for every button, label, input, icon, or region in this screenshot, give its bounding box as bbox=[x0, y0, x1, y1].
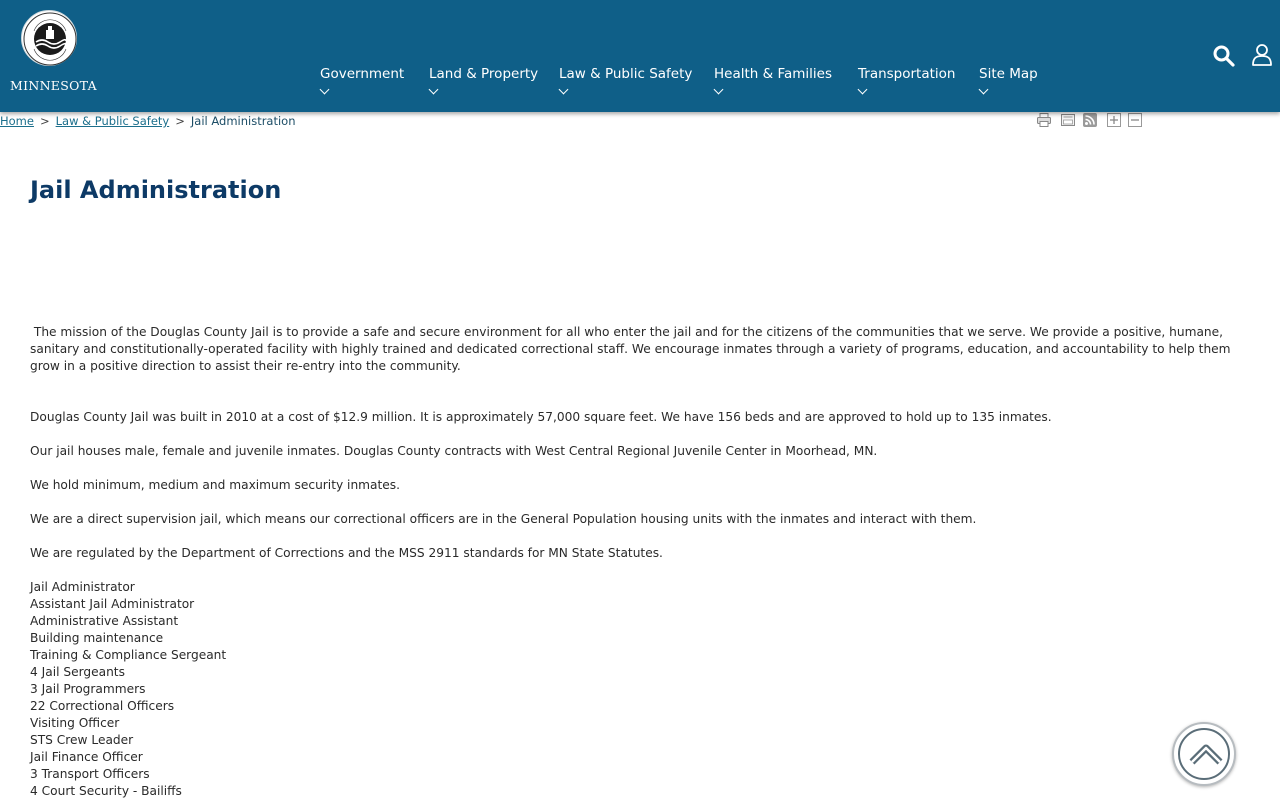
page-title: Jail Administration bbox=[30, 176, 282, 204]
chevron-down-icon bbox=[714, 85, 724, 95]
email-icon bbox=[1060, 112, 1076, 128]
list-item: 4 Jail Sergeants bbox=[30, 665, 125, 679]
nav-label: Transportation bbox=[858, 66, 956, 82]
list-item: Visiting Officer bbox=[30, 716, 120, 730]
nav-government[interactable] bbox=[320, 66, 404, 93]
list-item: Jail Finance Officer bbox=[30, 750, 143, 764]
zoom-out-button[interactable] bbox=[1127, 112, 1143, 128]
chevron-down-icon bbox=[320, 85, 330, 95]
list-item: 3 Transport Officers bbox=[30, 767, 150, 781]
zoom-in-button[interactable] bbox=[1106, 112, 1122, 128]
list-item: STS Crew Leader bbox=[30, 733, 134, 747]
nav-label: Land & Property bbox=[429, 66, 539, 82]
breadcrumb-home-link[interactable]: Home bbox=[0, 114, 34, 128]
email-button[interactable] bbox=[1060, 112, 1076, 128]
zoom-out-icon bbox=[1127, 112, 1143, 128]
chevron-down-icon bbox=[979, 85, 989, 95]
breadcrumb-separator: > bbox=[39, 114, 50, 128]
list-item: Assistant Jail Administrator bbox=[30, 597, 195, 611]
zoom-in-icon bbox=[1106, 112, 1122, 128]
print-icon bbox=[1036, 112, 1052, 128]
nav-site-map[interactable] bbox=[979, 66, 1038, 93]
list-item: Building maintenance bbox=[30, 631, 164, 645]
account-button[interactable] bbox=[1251, 43, 1273, 67]
nav-law-public-safety[interactable] bbox=[559, 66, 692, 93]
user-icon bbox=[1251, 43, 1273, 67]
staff-list bbox=[30, 579, 1254, 800]
back-to-top-button[interactable] bbox=[1172, 722, 1236, 786]
search-icon bbox=[1212, 44, 1236, 68]
nav-label: Law & Public Safety bbox=[559, 66, 693, 82]
regulation-paragraph: We are regulated by the Department of Corrections and the MSS 2911 standards for MN State Statutes. bbox=[30, 546, 663, 560]
logo-state-text: MINNESOTA bbox=[10, 78, 97, 93]
chevron-down-icon bbox=[559, 85, 569, 95]
breadcrumb-current: Jail Administration bbox=[190, 114, 296, 128]
rss-button[interactable] bbox=[1082, 112, 1098, 128]
chevron-down-icon bbox=[858, 85, 868, 95]
list-item: 22 Correctional Officers bbox=[30, 699, 175, 713]
nav-land-property[interactable] bbox=[429, 66, 538, 93]
back-to-top-ring bbox=[1178, 728, 1230, 780]
breadcrumb-separator: > bbox=[175, 114, 185, 128]
site-header bbox=[0, 0, 1280, 112]
security-paragraph: We hold minimum, medium and maximum security inmates. bbox=[30, 478, 401, 492]
county-seal-icon bbox=[21, 10, 77, 66]
list-item: Administrative Assistant bbox=[30, 614, 179, 628]
breadcrumb bbox=[0, 114, 296, 128]
chevron-up-icon bbox=[1186, 736, 1226, 776]
list-item: 4 Court Security - Bailiffs bbox=[30, 784, 182, 798]
list-item: Training & Compliance Sergeant bbox=[30, 648, 227, 662]
nav-transportation[interactable] bbox=[858, 66, 955, 93]
list-item: Jail Administrator bbox=[30, 580, 135, 594]
facility-paragraph: Douglas County Jail was built in 2010 at a cost of $12.9 million. It is approximately 57,000 square feet. We have 156 beds and are approved to hold up to 135 inmates. bbox=[30, 410, 1052, 424]
supervision-paragraph: We are a direct supervision jail, which means our correctional officers are in the General Population housing units with the inmates and interact with them. bbox=[30, 512, 977, 526]
nav-label: Government bbox=[320, 66, 405, 82]
mission-paragraph: The mission of the Douglas County Jail is to provide a safe and secure environment for all who enter the jail and for the citizens of the communities that we serve. We provide a positive, humane, sanitary and constitutionally-operated facility with highly trained and dedicated correctional staff. We encourage inmates through a variety of programs, education, and accountability to help them grow in a positive direction to assist their re-entry into the community. bbox=[30, 325, 1235, 373]
nav-label: Site Map bbox=[979, 66, 1038, 82]
nav-label: Health & Families bbox=[714, 66, 832, 82]
print-button[interactable] bbox=[1036, 112, 1052, 128]
inmates-paragraph: Our jail houses male, female and juvenile inmates. Douglas County contracts with West Central Regional Juvenile Center in Moorhead, MN. bbox=[30, 444, 878, 458]
list-item: 3 Jail Programmers bbox=[30, 682, 146, 696]
county-logo[interactable] bbox=[10, 10, 97, 96]
nav-health-families[interactable] bbox=[714, 66, 832, 93]
chevron-down-icon bbox=[429, 85, 439, 95]
search-button[interactable] bbox=[1212, 44, 1236, 68]
main-content bbox=[30, 324, 1254, 800]
breadcrumb-section-link[interactable]: Law & Public Safety bbox=[55, 114, 170, 128]
rss-icon bbox=[1082, 112, 1098, 128]
